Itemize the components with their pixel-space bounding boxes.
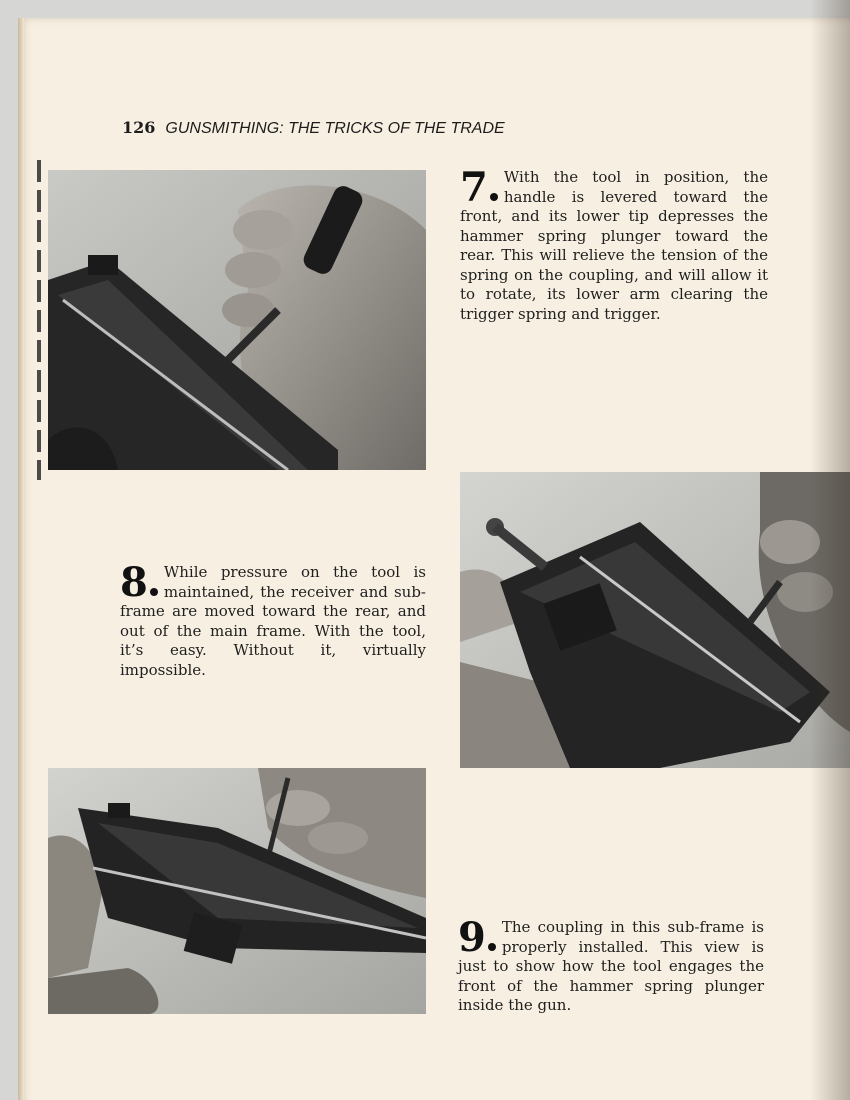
step-9-number: 9 [458, 918, 496, 956]
step-7 [460, 164, 768, 324]
margin-marks [37, 160, 41, 480]
step-8-number: 8 [120, 563, 158, 601]
photo-tool-in-position [48, 170, 426, 470]
step-7-text: With the tool in position, the handle is levered toward the front, and its lower tip depresses the hammer spring plunger toward the rear. This will relieve the tension of the spring on the coupling, and will allow it to rotate, its lower arm clearing the trigger spring and trigger. [460, 168, 768, 323]
book-title: GUNSMITHING: THE TRICKS OF THE TRADE [165, 120, 505, 137]
photo-tool-engagement [48, 768, 426, 1014]
step-8 [120, 559, 426, 680]
page-edge [18, 18, 24, 1100]
step-8-text: While pressure on the tool is maintained, the receiver and sub-frame are moved toward the rear, and out of the main frame. With the tool, it’s easy. Without it, virtually impossible. [120, 563, 426, 679]
photo-receiver-removal [460, 472, 850, 768]
step-7-number: 7 [460, 168, 498, 206]
binding-shadow [810, 0, 850, 1100]
step-9 [458, 914, 764, 1016]
running-head [122, 118, 505, 138]
step-9-text: The coupling in this sub-frame is properly installed. This view is just to show how the tool engages the front of the hammer spring plunger inside the gun. [458, 918, 764, 1014]
page-number: 126 [122, 118, 156, 137]
